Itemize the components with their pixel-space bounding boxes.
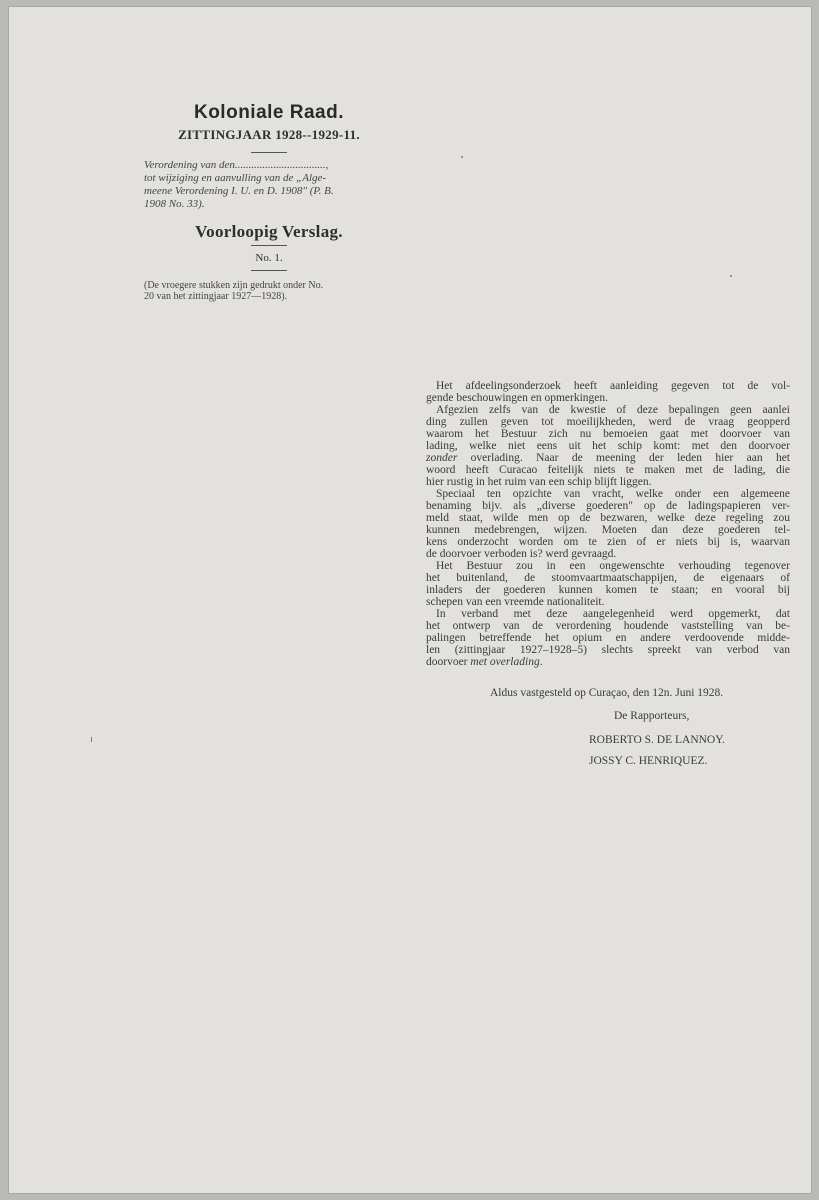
- body-line: In verband met deze aangelegenheid werd opgemerkt, dat: [436, 608, 790, 620]
- body-line: het buitenland, de stoomvaartmaatschappijen, de eigenaars of: [426, 572, 790, 584]
- session-year: ZITTINGJAAR 1928--1929-11.: [178, 127, 360, 142]
- body-line: kunnen medebrengen, wijzen. Moeten dan deze goederen tel-: [426, 524, 790, 536]
- body-line: schepen van een vreemde nationaliteit.: [426, 596, 605, 608]
- paper-speck: [730, 275, 732, 277]
- divider: [251, 270, 287, 271]
- divider: [251, 152, 287, 153]
- body-line: palingen betreffende het opium en andere verdoovende midde-: [426, 632, 790, 644]
- document-page: [9, 7, 811, 1193]
- body-line: gende beschouwingen en opmerkingen.: [426, 392, 609, 404]
- ordinance-line: 1908 No. 33).: [144, 198, 205, 210]
- body-line: doorvoer met overlading.: [426, 656, 543, 668]
- body-line: zonder overlading. Naar de meening der leden hier aan het: [426, 452, 790, 464]
- paper-speck: [461, 156, 463, 158]
- ordinance-line: Verordening van den.................................,: [144, 159, 329, 171]
- body-line: Het afdeelingsonderzoek heeft aanleiding gegeven tot de vol-: [436, 380, 790, 392]
- note-line: (De vroegere stukken zijn gedrukt onder No.: [144, 280, 324, 291]
- body-line: waarom het Bestuur zich nu bemoeien gaat met doorvoer van: [426, 428, 790, 440]
- ordinance-line: tot wijziging en aanvulling van de „Alge-: [144, 172, 327, 184]
- header-block: [144, 100, 394, 302]
- body-line: len (zittingjaar 1927–1928–5) slechts spreekt van verbod van: [426, 644, 790, 656]
- body-line: meld staat, wilde men op de bezwaren, welke deze regeling zou: [426, 512, 790, 524]
- rapporteurs-label: De Rapporteurs,: [614, 710, 690, 722]
- body-line: woord heeft Curacao feitelijk niets te maken met de lading, die: [426, 464, 790, 476]
- report-title: Voorloopig Verslag.: [195, 222, 343, 241]
- body-line: inladers der goederen kunnen komen te staan; en vooral bij: [426, 584, 790, 596]
- body-line: het ontwerp van de verordening houdende vaststelling van be-: [426, 620, 790, 632]
- body-line: ding zullen geven tot moeilijkheden, werd de vraag geopperd: [426, 416, 790, 428]
- council-title: Koloniale Raad.: [193, 102, 345, 123]
- report-note: [144, 280, 394, 302]
- body-line: hier rustig in het ruim van een schip blijft liggen.: [426, 476, 652, 488]
- body-line: Afgezien zelfs van de kwestie of deze bepalingen geen aanlei: [436, 404, 790, 416]
- adoption-line: Aldus vastgesteld op Curaçao, den 12n. Juni 1928.: [490, 687, 724, 699]
- body-line: Het Bestuur zou in een ongewenschte verhouding tegenover: [436, 560, 790, 572]
- ordinance-line: meene Verordening I. U. en D. 1908" (P. B.: [144, 185, 334, 197]
- body-line: kens onderzocht worden om te zien of er niets bij is, waarvan: [426, 536, 790, 548]
- body-line: lading, welke niet eens uit het schip komt: met den doorvoer: [426, 440, 790, 452]
- body-line: benaming bijv. als „diverse goederen" op de ladingspapieren ver-: [426, 500, 790, 512]
- divider: [251, 245, 287, 246]
- signatory-2: JOSSY C. HENRIQUEZ.: [589, 755, 708, 767]
- note-line: 20 van het zittingjaar 1927—1928).: [144, 291, 288, 302]
- body-line: Speciaal ten opzichte van vracht, welke onder een algemeene: [436, 488, 790, 500]
- report-number: No. 1.: [255, 252, 283, 264]
- body-line: de doorvoer verboden is? werd gevraagd.: [426, 548, 617, 560]
- ordinance-description: [144, 159, 394, 211]
- signatory-1: ROBERTO S. DE LANNOY.: [589, 734, 725, 746]
- paper-speck: [91, 737, 92, 742]
- report-body: [426, 380, 790, 668]
